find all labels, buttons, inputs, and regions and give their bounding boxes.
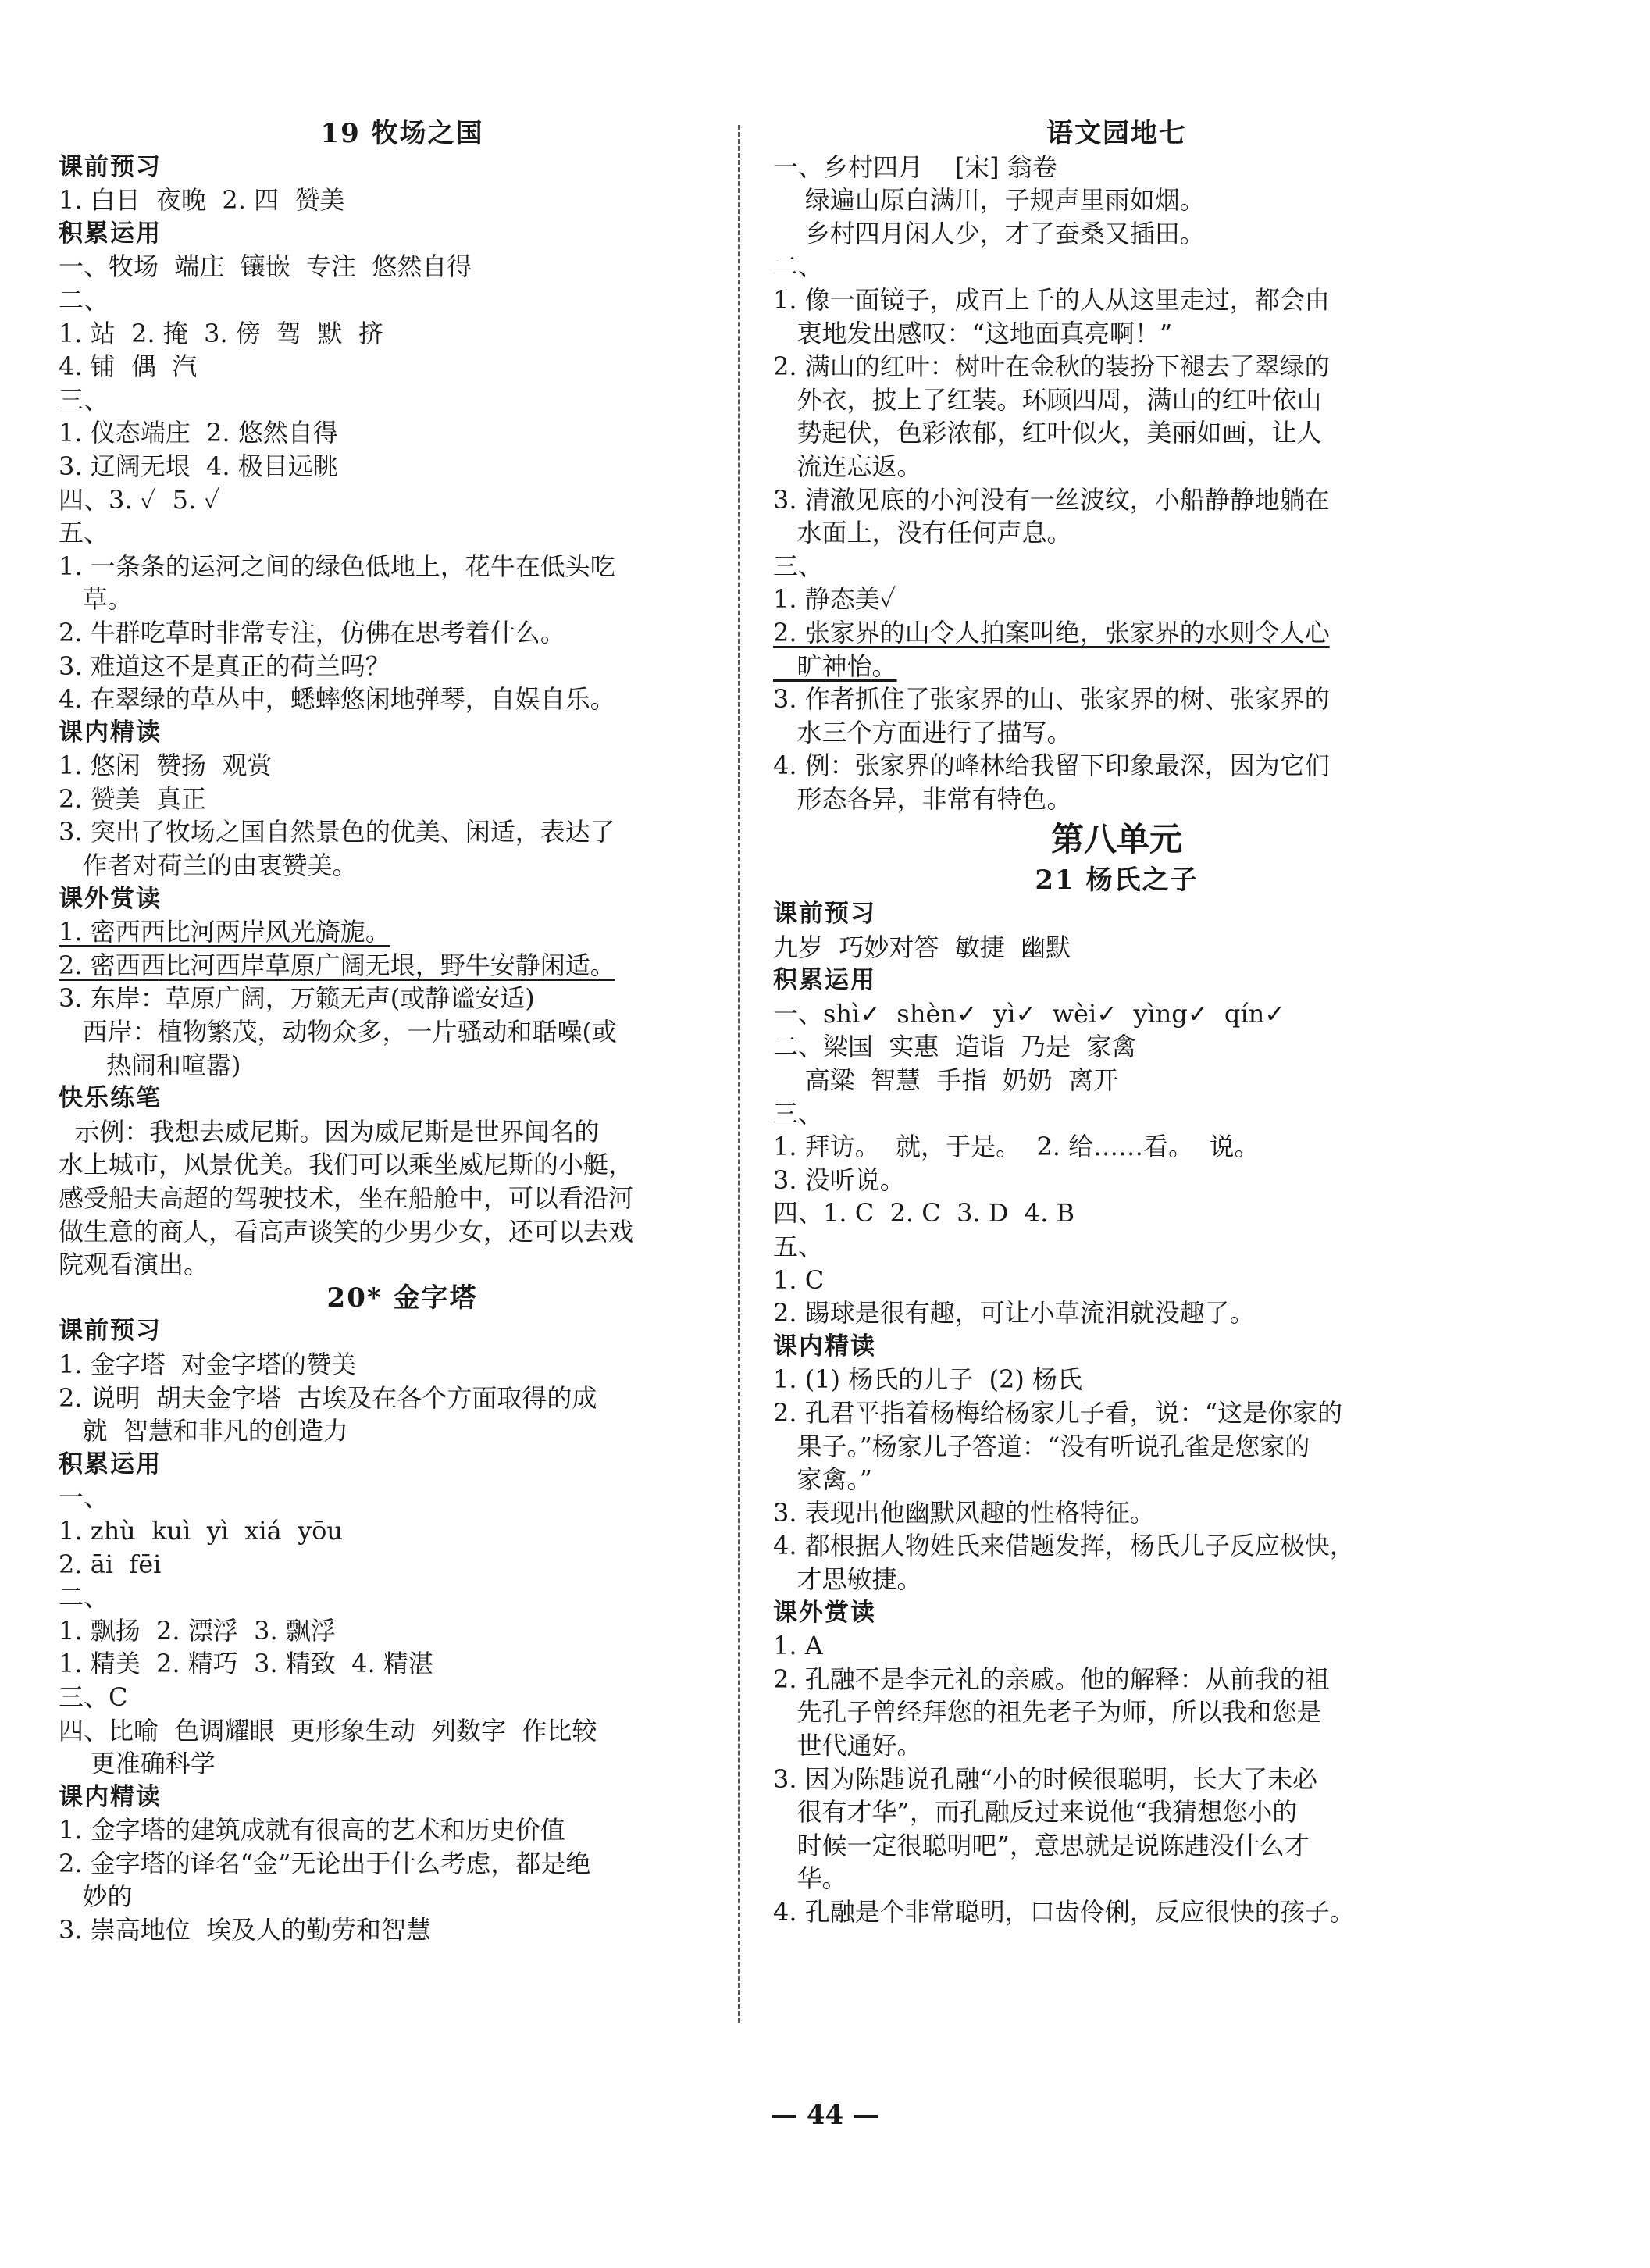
answer-line: 2. 金字塔的译名“金”无论出于什么考虑，都是绝 (59, 1848, 591, 1878)
answer-line: 4. 孔融是个非常聪明，口齿伶俐，反应很快的孩子。 (773, 1896, 1355, 1927)
answer-line: 1. 一条条的运河之间的绿色低地上，花牛在低头吃 (59, 551, 615, 581)
section-heading: 课外赏读 (773, 1598, 876, 1627)
answer-line: 4. 铺 偶 汽 (59, 351, 198, 382)
answer-line-underlined: 2. 张家界的山令人拍案叫绝，张家界的水则令人心 (773, 617, 1330, 647)
answer-line: 2. 满山的红叶：树叶在金秋的装扮下褪去了翠绿的 (773, 351, 1330, 382)
answer-line: 2. 孔君平指着杨梅给杨家儿子看，说：“这是你家的 (773, 1397, 1343, 1428)
answer-line: 四、比喻 色调耀眼 更形象生动 列数字 作比较 (59, 1715, 597, 1746)
answer-line: 1. (1) 杨氏的儿子 (2) 杨氏 (773, 1364, 1083, 1395)
left-column (59, 117, 746, 1947)
answer-line: 4. 在翠绿的草丛中，蟋蟀悠闲地弹琴，自娱自乐。 (59, 684, 615, 715)
section-heading: 课外赏读 (59, 884, 162, 913)
section-heading: 课内精读 (59, 1782, 162, 1811)
answer-line: 4. 都根据人物姓氏来借题发挥，杨氏儿子反应极快， (773, 1531, 1355, 1561)
answer-line: 流连忘返。 (773, 451, 922, 481)
lesson-title: 19 牧场之国 (320, 118, 484, 149)
answer-line: 3. 因为陈韪说孔融“小的时候很聪明，长大了未必 (773, 1763, 1318, 1794)
answer-line: 1. 金字塔的建筑成就有很高的艺术和历史价值 (59, 1815, 565, 1845)
answer-line: 先孔子曾经拜您的祖先老子为师，所以我和您是 (773, 1697, 1322, 1728)
answer-line: 五、 (773, 1232, 824, 1261)
answer-line: 1. 悠闲 赞扬 观赏 (59, 751, 273, 781)
answer-line: 就 智慧和非凡的创造力 (59, 1416, 348, 1446)
answer-line: 草。 (59, 584, 133, 615)
answer-line: 3. 表现出他幽默风趣的性格特征。 (773, 1497, 1155, 1528)
answer-line: 二、 (59, 1582, 109, 1613)
answer-line: 做生意的商人，看高声谈笑的少男少女，还可以去戏 (59, 1216, 634, 1246)
answer-line: 更准确科学 (59, 1749, 216, 1779)
answer-line: 2. 孔融不是李元礼的亲戚。他的解释：从前我的祖 (773, 1664, 1330, 1694)
section-heading: 快乐练笔 (59, 1084, 162, 1113)
answer-line: 2. 牛群吃草时非常专注，仿佛在思考着什么。 (59, 617, 565, 647)
answer-line: 1. 拜访。 就，于是。 2. 给……看。 说。 (773, 1132, 1260, 1162)
lesson-title: 20* 金字塔 (326, 1282, 478, 1314)
answer-line: 2. 赞美 真正 (59, 783, 207, 814)
answer-line: 世代通好。 (773, 1730, 922, 1760)
section-heading: 积累运用 (59, 219, 162, 248)
answer-line: 2. āi fēi (59, 1549, 162, 1579)
lesson-title: 语文园地七 (1046, 118, 1187, 149)
answer-line: 五、 (59, 518, 109, 548)
answer-line: 1. A (773, 1631, 823, 1661)
answer-line: 1. 金字塔 对金字塔的赞美 (59, 1349, 357, 1379)
answer-line: 四、1. C 2. C 3. D 4. B (773, 1198, 1074, 1228)
answer-line: 1. 飘扬 2. 漂浮 3. 飘浮 (59, 1615, 336, 1646)
answer-line-underlined: 2. 密西西比河西岸草原广阔无垠，野牛安静闲适。 (59, 950, 615, 980)
section-heading: 课前预习 (59, 1317, 162, 1346)
answer-line: 很有才华”，而孔融反过来说他“我猜想您小的 (773, 1797, 1298, 1828)
answer-line: 感受船夫高超的驾驶技术，坐在船舱中，可以看沿河 (59, 1183, 634, 1213)
answer-line: 二、 (773, 251, 824, 282)
answer-line: 1. 像一面镜子，成百上千的人从这里走过，都会由 (773, 284, 1330, 315)
answer-line: 1. 站 2. 掩 3. 傍 驾 默 挤 (59, 318, 383, 348)
answer-line: 一、牧场 端庄 镶嵌 专注 悠然自得 (59, 251, 472, 282)
answer-line: 时候一定很聪明吧”，意思就是说陈韪没什么才 (773, 1830, 1310, 1860)
right-column (773, 117, 1460, 1928)
answer-line: 1. C (773, 1264, 825, 1295)
answer-line: 势起伏，色彩浓郁，红叶似火，美丽如画，让人 (773, 418, 1322, 448)
column-divider (738, 125, 740, 2023)
answer-line: 衷地发出感叹：“这地面真亮啊！” (773, 318, 1173, 348)
answer-line: 一、 (59, 1482, 109, 1513)
answer-line: 果子。”杨家儿子答道：“没有听说孔雀是您家的 (773, 1431, 1310, 1461)
section-heading: 课前预习 (773, 900, 876, 929)
answer-line: 才思敏捷。 (773, 1564, 922, 1594)
answer-line: 2. 说明 胡夫金字塔 古埃及在各个方面取得的成 (59, 1382, 597, 1413)
answer-line-underlined: 1. 密西西比河两岸风光旖旎。 (59, 917, 390, 947)
section-heading: 积累运用 (773, 966, 876, 995)
answer-line: 热闹和喧嚣) (59, 1050, 241, 1080)
section-heading: 课内精读 (59, 718, 162, 747)
answer-line: 二、 (59, 284, 109, 315)
answer-line: 1. zhù kuì yì xiá yōu (59, 1515, 344, 1546)
answer-line: 三、 (59, 384, 109, 415)
answer-line: 乡村四月闲人少，才了蚕桑又插田。 (773, 218, 1205, 248)
answer-line: 外衣，披上了红装。环顾四周，满山的红叶依山 (773, 384, 1322, 415)
answer-line: 三、C (59, 1681, 128, 1712)
answer-line: 1. 精美 2. 精巧 3. 精致 4. 精湛 (59, 1649, 433, 1679)
answer-line: 3. 清澈见底的小河没有一丝波纹，小船静静地躺在 (773, 484, 1330, 515)
answer-line: 3. 作者抓住了张家界的山、张家界的树、张家界的 (773, 684, 1330, 715)
answer-line: 四、3. ✓ 5. ✓ (59, 484, 221, 515)
answer-line: 2. 踢球是很有趣，可让小草流泪就没趣了。 (773, 1298, 1255, 1328)
unit-heading: 第八单元 (1050, 820, 1182, 859)
answer-line: 3. 没听说。 (773, 1164, 905, 1195)
answer-line: 水上城市，风景优美。我们可以乘坐威尼斯的小艇， (59, 1150, 634, 1180)
answer-line: 4. 例：张家界的峰林给我留下印象最深，因为它们 (773, 751, 1330, 781)
answer-line: 华。 (773, 1863, 847, 1894)
section-heading: 课内精读 (773, 1332, 876, 1360)
answer-line: 三、 (773, 551, 824, 581)
answer-line: 水面上，没有任何声息。 (773, 518, 1072, 548)
section-heading: 课前预习 (59, 152, 162, 181)
answer-line: 3. 突出了牧场之国自然景色的优美、闲适，表达了 (59, 817, 615, 847)
answer-line: 西岸：植物繁茂，动物众多，一片骚动和聒噪(或 (59, 1017, 618, 1047)
answer-line: 3. 辽阔无垠 4. 极目远眺 (59, 451, 338, 481)
lesson-title: 21 杨氏之子 (1035, 865, 1199, 897)
answer-line: 3. 崇高地位 埃及人的勤劳和智慧 (59, 1915, 432, 1945)
answer-line: 1. 白日 夜晚 2. 四 赞美 (59, 185, 345, 216)
answer-line: 3. 难道这不是真正的荷兰吗？ (59, 651, 390, 681)
answer-line: 一、乡村四月 [宋] 翁卷 (773, 152, 1057, 182)
answer-line: 形态各异，非常有特色。 (773, 783, 1072, 814)
answer-line: 妙的 (59, 1881, 133, 1912)
answer-line-underlined: 旷神怡。 (773, 651, 897, 681)
answer-line: 1. 静态美✓ (773, 584, 896, 615)
answer-line: 1. 仪态端庄 2. 悠然自得 (59, 418, 338, 448)
section-heading: 积累运用 (59, 1450, 162, 1478)
answer-line: 绿遍山原白满川，子规声里雨如烟。 (773, 185, 1205, 216)
page-number: — 44 — (771, 2099, 879, 2131)
answer-line: 示例：我想去威尼斯。因为威尼斯是世界闻名的 (59, 1116, 600, 1146)
answer-line: 作者对荷兰的由衷赞美。 (59, 850, 358, 881)
answer-line: 院观看演出。 (59, 1250, 209, 1280)
answer-line: 二、梁国 实惠 造诣 乃是 家禽 (773, 1032, 1137, 1062)
answer-line: 一、shì✓ shèn✓ yì✓ wèi✓ yìng✓ qín✓ (773, 998, 1286, 1029)
answer-line: 三、 (773, 1098, 824, 1129)
answer-line: 家禽。” (773, 1464, 872, 1495)
answer-line: 九岁 巧妙对答 敏捷 幽默 (773, 932, 1071, 962)
answer-line: 3. 东岸：草原广阔，万籁无声(或静谧安适) (59, 983, 535, 1014)
answer-line: 水三个方面进行了描写。 (773, 717, 1072, 747)
answer-line: 高粱 智慧 手指 奶奶 离开 (773, 1065, 1119, 1096)
